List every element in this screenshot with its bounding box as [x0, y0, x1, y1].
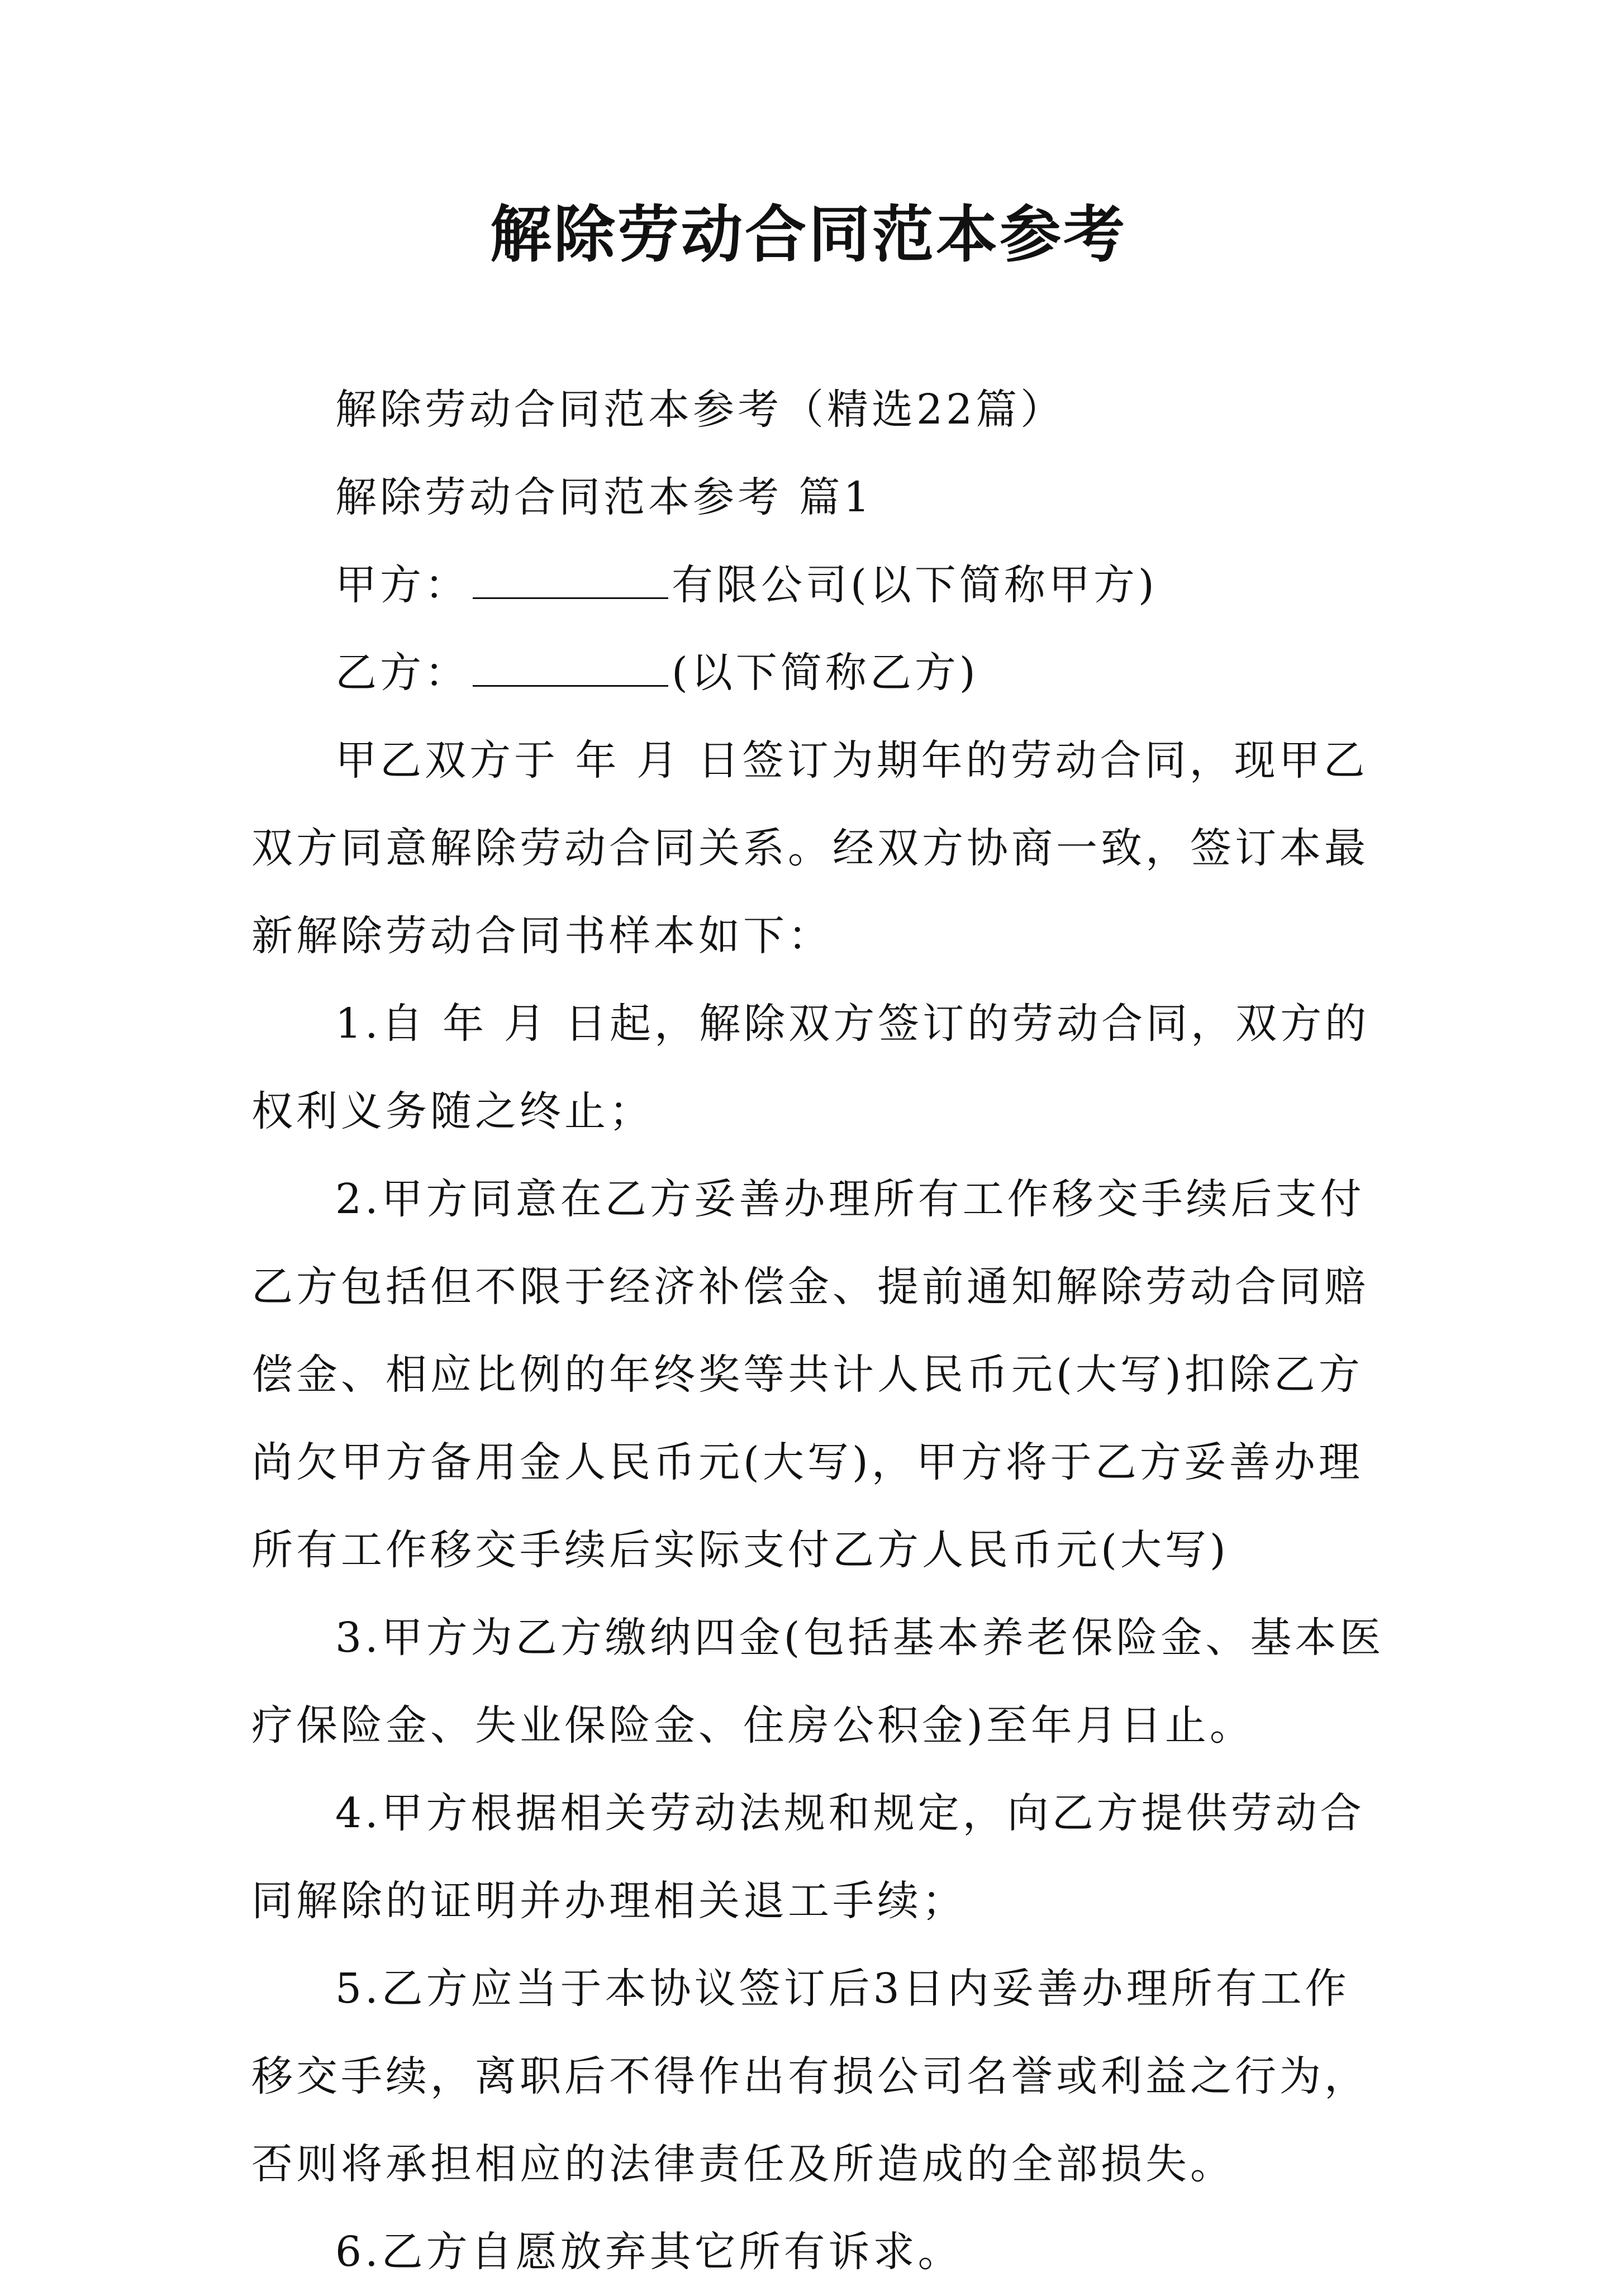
document-title: 解除劳动合同范本参考 [490, 198, 1127, 270]
clause-6: 6.乙方自愿放弃其它所有诉求。 [335, 2228, 963, 2276]
section-heading: 解除劳动合同范本参考 篇1 [335, 473, 873, 521]
party-b-label: 乙方： [335, 649, 469, 697]
party-b-blank [473, 646, 668, 687]
document-subtitle: 解除劳动合同范本参考（精选22篇） [335, 386, 1066, 434]
intro-paragraph: 甲乙双方于 年 月 日签订为期年的劳动合同，现甲乙双方同意解除劳动合同关系。经双方协商一致，签订本最新解除劳动合同书样本如下： [251, 736, 1369, 960]
party-a-label: 甲方： [335, 561, 469, 609]
clause-2: 2.甲方同意在乙方妥善办理所有工作移交手续后支付乙方包括但不限于经济补偿金、提前通知解除劳动合同赔偿金、相应比例的年终奖等共计人民币元(大写)扣除乙方尚欠甲方备用金人民币元(大写)，甲方将于乙方妥善办理所有工作移交手续后实际支付乙方人民币元(大写) [251, 1175, 1369, 1574]
clause-5: 5.乙方应当于本协议签订后3日内妥善办理所有工作移交手续，离职后不得作出有损公司名誉或利益之行为，否则将承担相应的法律责任及所造成的全部损失。 [251, 1965, 1369, 2188]
party-a-blank [473, 558, 668, 599]
party-b-line [251, 629, 1386, 717]
party-a-suffix: 有限公司(以下简称甲方) [672, 561, 1158, 609]
document-body [251, 366, 1386, 2296]
party-b-suffix: (以下简称乙方) [672, 649, 979, 697]
clause-3: 3.甲方为乙方缴纳四金(包括基本养老保险金、基本医疗保险金、失业保险金、住房公积金)至年月日止。 [251, 1614, 1385, 1750]
party-a-line [251, 541, 1386, 629]
clause-4: 4.甲方根据相关劳动法规和规定，向乙方提供劳动合同解除的证明并办理相关退工手续； [251, 1789, 1365, 1925]
clause-1: 1.自 年 月 日起，解除双方签订的劳动合同，双方的权利义务随之终止； [251, 1000, 1370, 1135]
